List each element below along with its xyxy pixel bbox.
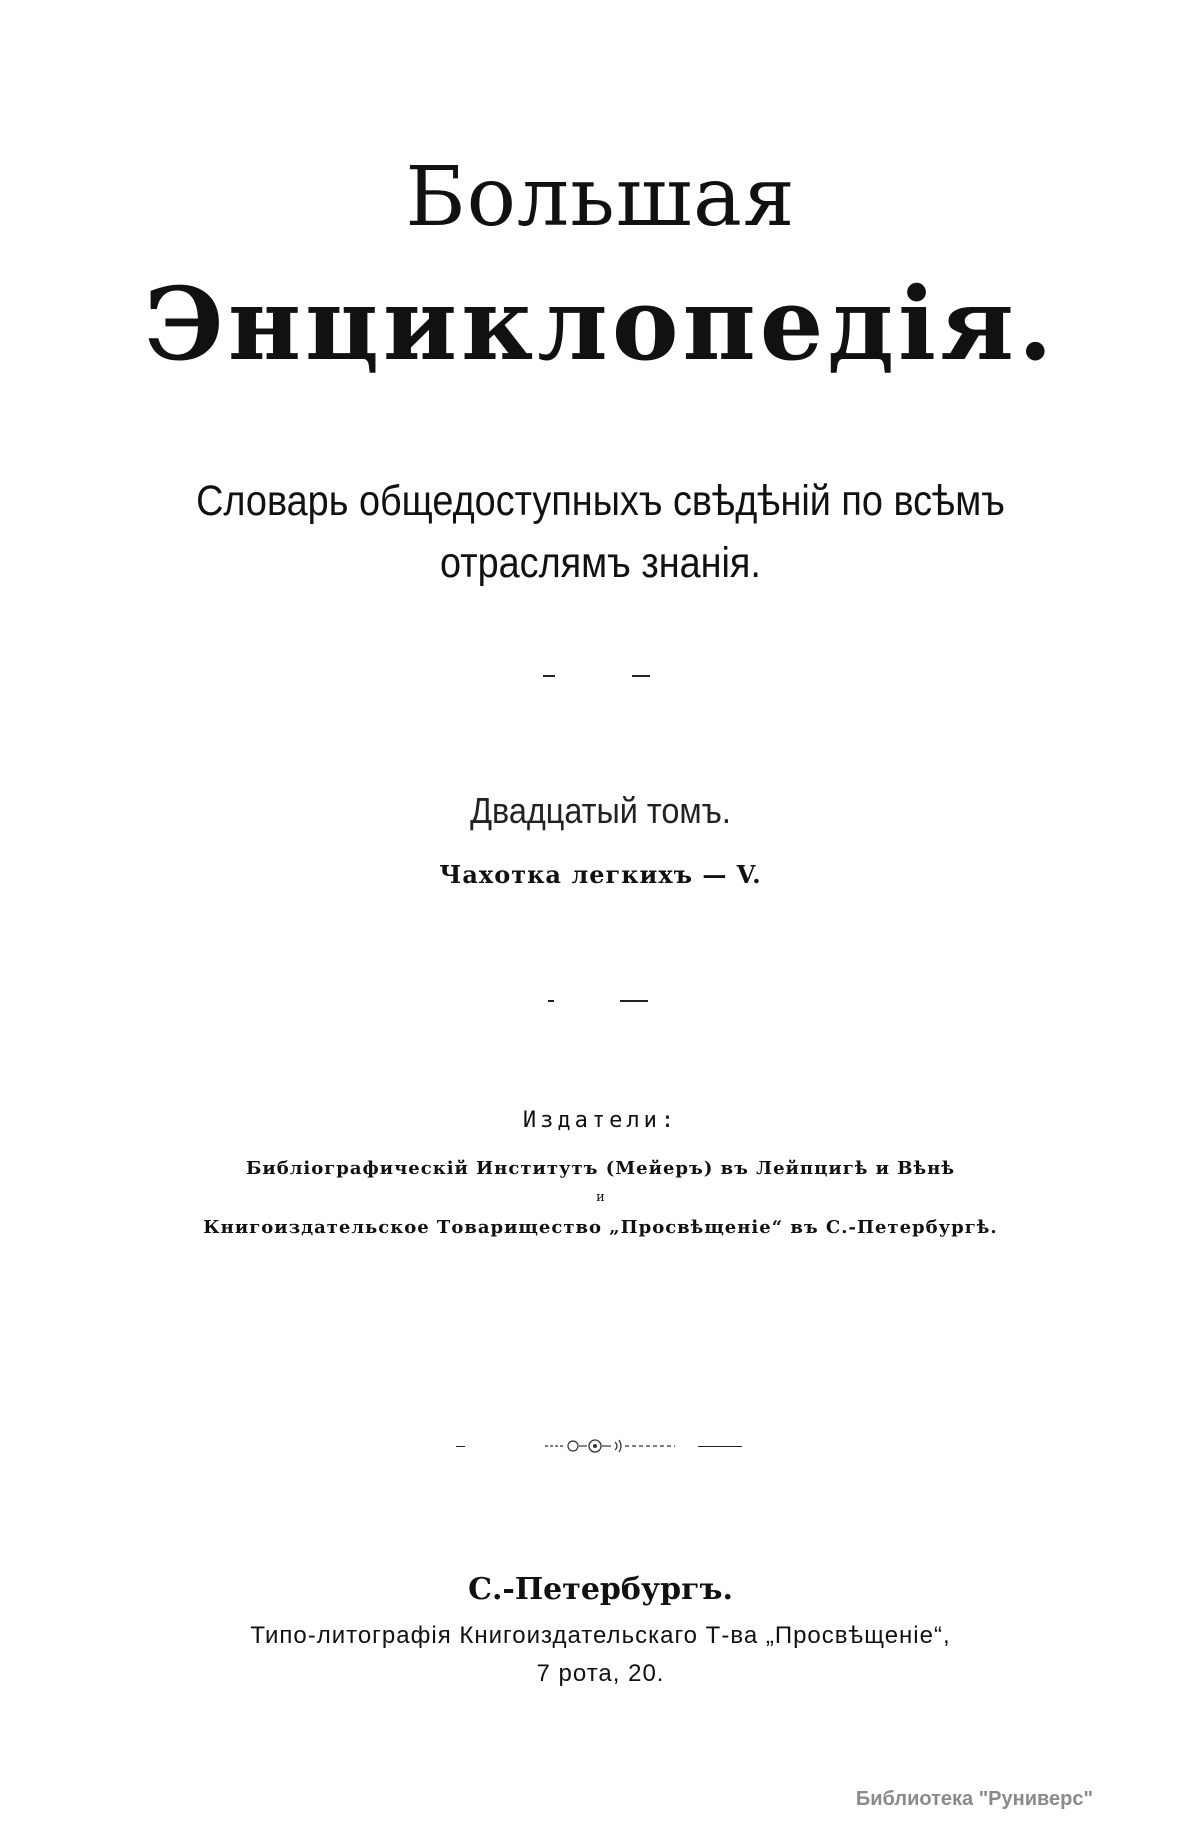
divider-dash [548,1000,554,1002]
publisher-first: Библіографическій Институтъ (Мейеръ) въ Лейпцигѣ и Вѣнѣ [246,1158,955,1179]
publisher-second: Книгоиздательское Товарищество „Просвѣщеніе“ въ С.-Петербургѣ. [203,1217,998,1238]
imprint-address: 7 рота, 20. [536,1660,665,1687]
title-line-1: Большая [405,150,796,245]
volume-range: Чахотка легкихъ — V. [439,860,762,889]
divider-dash [456,1446,465,1447]
library-watermark: Библиотека "Руниверс" [855,1788,1093,1810]
subtitle-line-1: Словарь общедоступныхъ свѣдѣній по всѣмъ [196,477,1005,525]
divider-dash [620,1000,648,1002]
subtitle-line-2: отраслямъ знанія. [440,539,761,587]
subtitle [72,470,1129,594]
volume-label: Двадцатый томъ. [470,790,731,831]
divider-dash [543,675,555,677]
title-line-2: Энциклопедія. [144,265,1057,383]
imprint-printer: Типо-литографія Книгоиздательскаго Т-ва „Просвѣщеніе“, [250,1622,951,1649]
publishers-label: Издатели: [522,1108,679,1133]
floral-divider-icon [545,1434,675,1458]
divider-dash [698,1446,742,1447]
divider-dash [632,675,650,677]
imprint-city: С.-Петербургъ. [468,1572,733,1607]
publisher-conjunction: и [596,1190,605,1205]
